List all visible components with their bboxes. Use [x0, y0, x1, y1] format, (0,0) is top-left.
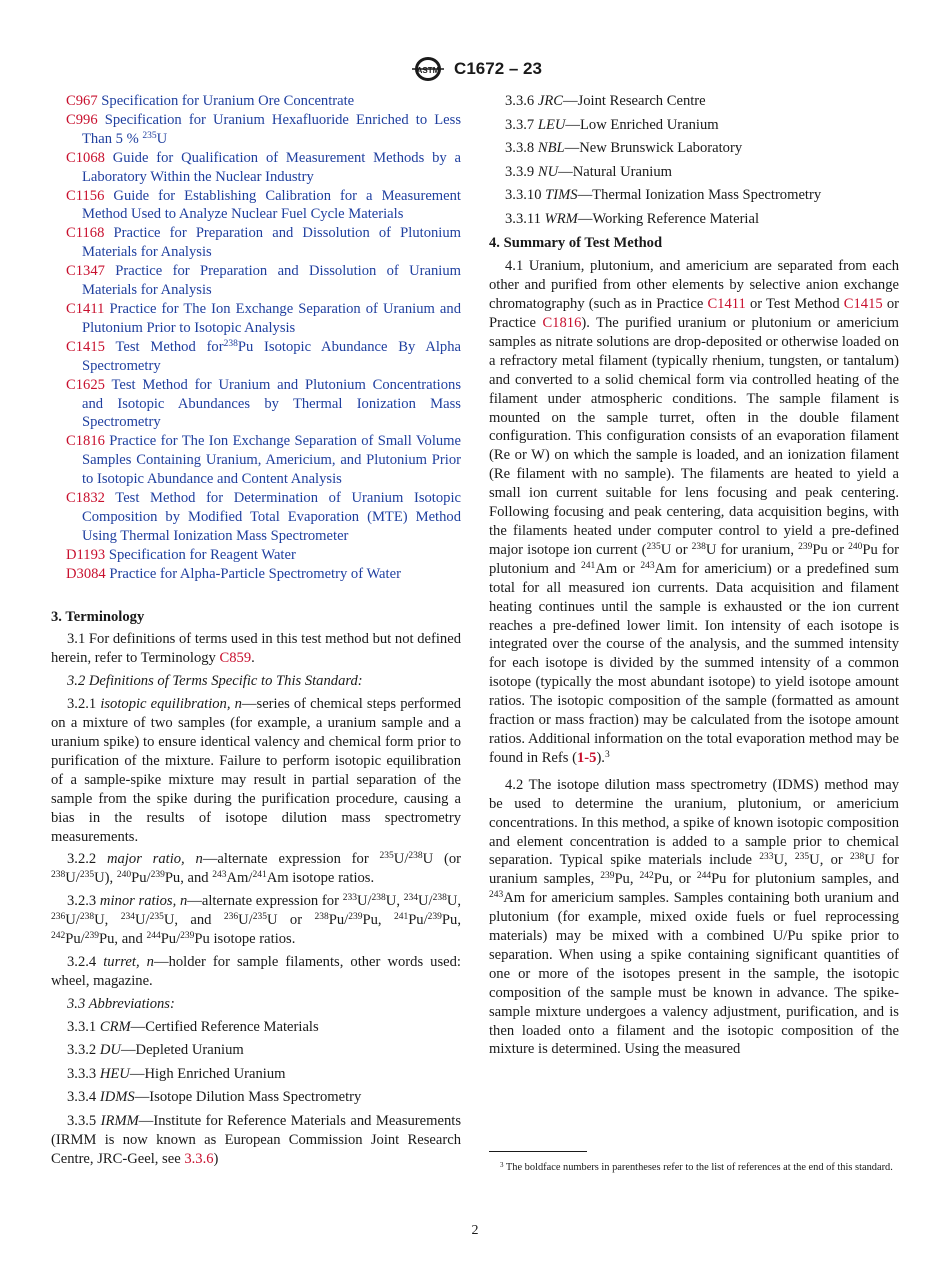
- abbr-item: 3.3.7 LEU—Low Enriched Uranium: [505, 116, 719, 133]
- ref-item[interactable]: C1156 Guide for Establishing Calibration for a Measurement Method Used to Analyze Nuclear Fuel Cycle Materials: [66, 187, 461, 223]
- ref-item[interactable]: C1625 Test Method for Uranium and Plutonium Concentrations and Isotopic Abundances by Thermal Ionization Mass Spectrometry: [66, 376, 461, 431]
- right-column: [489, 92, 899, 1063]
- term-isotopic-equilibration: 3.2.1 isotopic equilibration, n—series of chemical steps performed on a mixture of two samples (for example, a uranium sample and a uranium spike) to ensure identical valency and chemical form prior to purification of the mixture. Failure to perform isotopic equilibration of a sample-spike mixture may result in partial separation of the sample from the spike during the purification procedure, causing a bias in the results of isotope dilution mass spectrometry measurements.: [51, 696, 461, 845]
- abbr-item: 3.3.10 TIMS—Thermal Ionization Mass Spectrometry: [505, 187, 822, 203]
- term-minor-ratios: 3.2.3 minor ratios, n—alternate expression for $^{233}$U/$^{238}$U, $^{234}$U/$^{238}$U, $^{236}$U/$^{238}$U, $^{234}$U/$^{235}$U, and $^{236}$U/$^{235}$U or $^{238}$Pu/$^{239}$Pu, $^{241}$Pu/$^{239}$Pu, $^{242}$Pu/$^{239}$Pu, and $^{244}$Pu/$^{239}$Pu isotope ratios.: [51, 893, 462, 948]
- link-c1816[interactable]: C1816: [542, 315, 582, 332]
- abbr-item: 3.3.6 JRC—Joint Research Centre: [505, 93, 706, 109]
- ref-item[interactable]: C996 Specification for Uranium Hexafluoride Enriched to Less Than 5 % $^{235}$U: [66, 111, 461, 147]
- referenced-documents-list: [51, 92, 461, 584]
- astm-logo-icon: [408, 55, 448, 83]
- svg-text:ASTM: ASTM: [416, 66, 440, 75]
- left-column: [51, 92, 461, 1172]
- ref-item[interactable]: C967 Specification for Uranium Ore Concentrate: [66, 93, 355, 109]
- ref-item[interactable]: C1816 Practice for The Ion Exchange Separation of Small Volume Samples Containing Uranium, Americium, and Plutonium Prior to Isotopic Abundance and Content Analysis: [66, 433, 461, 488]
- abbr-item: 3.3.4 IDMS—Isotope Dilution Mass Spectrometry: [67, 1089, 362, 1106]
- link-3-3-6[interactable]: 3.3.6: [184, 1150, 214, 1167]
- footnote: $^3$ The boldface numbers in parentheses refer to the list of references at the end of this standard.: [500, 1161, 893, 1173]
- ref-item[interactable]: C1411 Practice for The Ion Exchange Separation of Uranium and Plutonium Prior to Isotopic Analysis: [66, 300, 461, 336]
- footnote-divider: [489, 1151, 587, 1152]
- ref-item[interactable]: C1168 Practice for Preparation and Dissolution of Plutonium Materials for Analysis: [66, 225, 461, 261]
- section-heading-terminology: 3. Terminology: [51, 608, 145, 625]
- paragraph-4-2: 4.2 The isotope dilution mass spectrometry (IDMS) method may be used to determine the uranium, plutonium, or americium concentrations. In this method, a spike of known isotopic composition and element concentration is added to a sample prior to chemical separation. Typical spike materials include $^{233}$U, $^{235}$U, or $^{238}$U for uranium samples, $^{239}$Pu, $^{242}$Pu, or $^{244}$Pu for plutonium samples, and $^{243}$Am for americium samples. Samples containing both uranium and plutonium (for example, mixed oxide fuels or fuel reprocessing materials) may be mixed with a combined U/Pu spike prior to separation. When using a spike containing significant quantities of one or more of the isotopes present in the sample, the isotopic composition of the sample must be known in advance. The spike-sample mixture undergoes a valency adjustment, purification, and is then loaded onto a filament and the isotopic composition of the mixture is determined. Using the measured: [489, 776, 900, 1058]
- ref-item[interactable]: C1832 Test Method for Determination of Uranium Isotopic Composition by Modified Total Evaporation (MTE) Method Using Thermal Ionization Mass Spectrometer: [66, 490, 461, 544]
- term-major-ratio: 3.2.2 major ratio, n—alternate expression for $^{235}$U/$^{238}$U (or $^{238}$U/$^{235}$U), $^{240}$Pu/$^{239}$Pu, and $^{243}$Am/$^{241}$Am isotope ratios.: [51, 851, 461, 887]
- paragraph-4-1: 4.1 Uranium, plutonium, and americium are separated from each other and purified from other elements by selective anion exchange chromatography (such as in Practice C1411 or Test Method C1415 or Practice C1816). The purified uranium or plutonium or americium samples as nitrate solutions are drop-deposited or otherwise loaded on a refractory metal filament (typically rhenium, tungsten, or tantalum) and converted to a solid chemical form via controlled heating of the filament under atmospheric conditions. The sample filament is mounted on the sample turret, often in the double filament configuration. This configuration consists of an evaporation filament (Re or W) on which the sample is loaded, and an ionization filament (Re filament with no sample). The filaments are heated to yield a small ion current suitable for lens focusing and peak centering. Following focusing and peak centering, data acquisition begins, with the filaments heated under computer control to yield a pre-defined major isotope ion current ($^{235}$U or $^{238}$U for uranium, $^{239}$Pu or $^{240}$Pu for plutonium and $^{241}$Am or $^{243}$Am for americium) or a predefined sum total for all measured ion currents. Data acquisition and filament heating continues until the sample is exhausted or the ion current reaches a pre-defined lower limit. Ion intensity of each isotope is integrated over the course of the analysis, and the summed intensity for each isotope is divided by the summed intensity of a common isotope (typically the most abundant isotope) to yield isotope amount ratios. The isotopic composition of the sample (formatted as amount fraction or mass fraction) may be calculated from the isotope amount ratios. Additional information on the total evaporation method may be found in Refs (1-5).$^3$: [489, 258, 899, 766]
- section-heading-summary: 4. Summary of Test Method: [489, 235, 663, 252]
- abbr-irmm: 3.3.5 IRMM—Institute for Reference Materials and Measurements (IRMM is now known as European Commission Joint Research Centre, JRC-Geel, see 3.3.6): [51, 1112, 461, 1167]
- link-c1415[interactable]: C1415: [843, 296, 883, 313]
- link-refs-1-5[interactable]: 1-5: [576, 749, 597, 766]
- ref-item[interactable]: C1415 Test Method for$^{238}$Pu Isotopic Abundance By Alpha Spectrometry: [66, 338, 461, 374]
- link-c859[interactable]: C859: [219, 650, 252, 667]
- abbr-item: 3.3.3 HEU—High Enriched Uranium: [67, 1065, 286, 1082]
- term-turret: 3.2.4 turret, n—holder for sample filaments, other words used: wheel, magazine.: [51, 953, 461, 989]
- link-c1411[interactable]: C1411: [707, 296, 746, 313]
- abbr-item: 3.3.1 CRM—Certified Reference Materials: [67, 1018, 319, 1035]
- paragraph-3-1: 3.1 For definitions of terms used in this test method but not defined herein, refer to Terminology C859.: [51, 631, 461, 667]
- abbr-item: 3.3.8 NBL—New Brunswick Laboratory: [505, 140, 743, 156]
- ref-item[interactable]: C1068 Guide for Qualification of Measurement Methods by a Laboratory Within the Nuclear Industry: [66, 149, 461, 185]
- ref-item[interactable]: D3084 Practice for Alpha-Particle Spectrometry of Water: [66, 565, 401, 582]
- abbr-item: 3.3.9 NU—Natural Uranium: [505, 163, 673, 180]
- ref-item[interactable]: C1347 Practice for Preparation and Dissolution of Uranium Materials for Analysis: [66, 263, 461, 299]
- abbr-item: 3.3.2 DU—Depleted Uranium: [67, 1042, 244, 1059]
- footnote-ref[interactable]: 3: [604, 749, 610, 760]
- page-number: 2: [471, 1223, 479, 1238]
- paragraph-3-3: 3.3 Abbreviations:: [67, 995, 175, 1012]
- document-id: C1672 – 23: [454, 59, 542, 78]
- ref-item[interactable]: D1193 Specification for Reagent Water: [66, 546, 296, 563]
- abbr-item: 3.3.11 WRM—Working Reference Material: [505, 210, 760, 227]
- page-header: [0, 54, 950, 84]
- paragraph-3-2: 3.2 Definitions of Terms Specific to This Standard:: [67, 673, 363, 690]
